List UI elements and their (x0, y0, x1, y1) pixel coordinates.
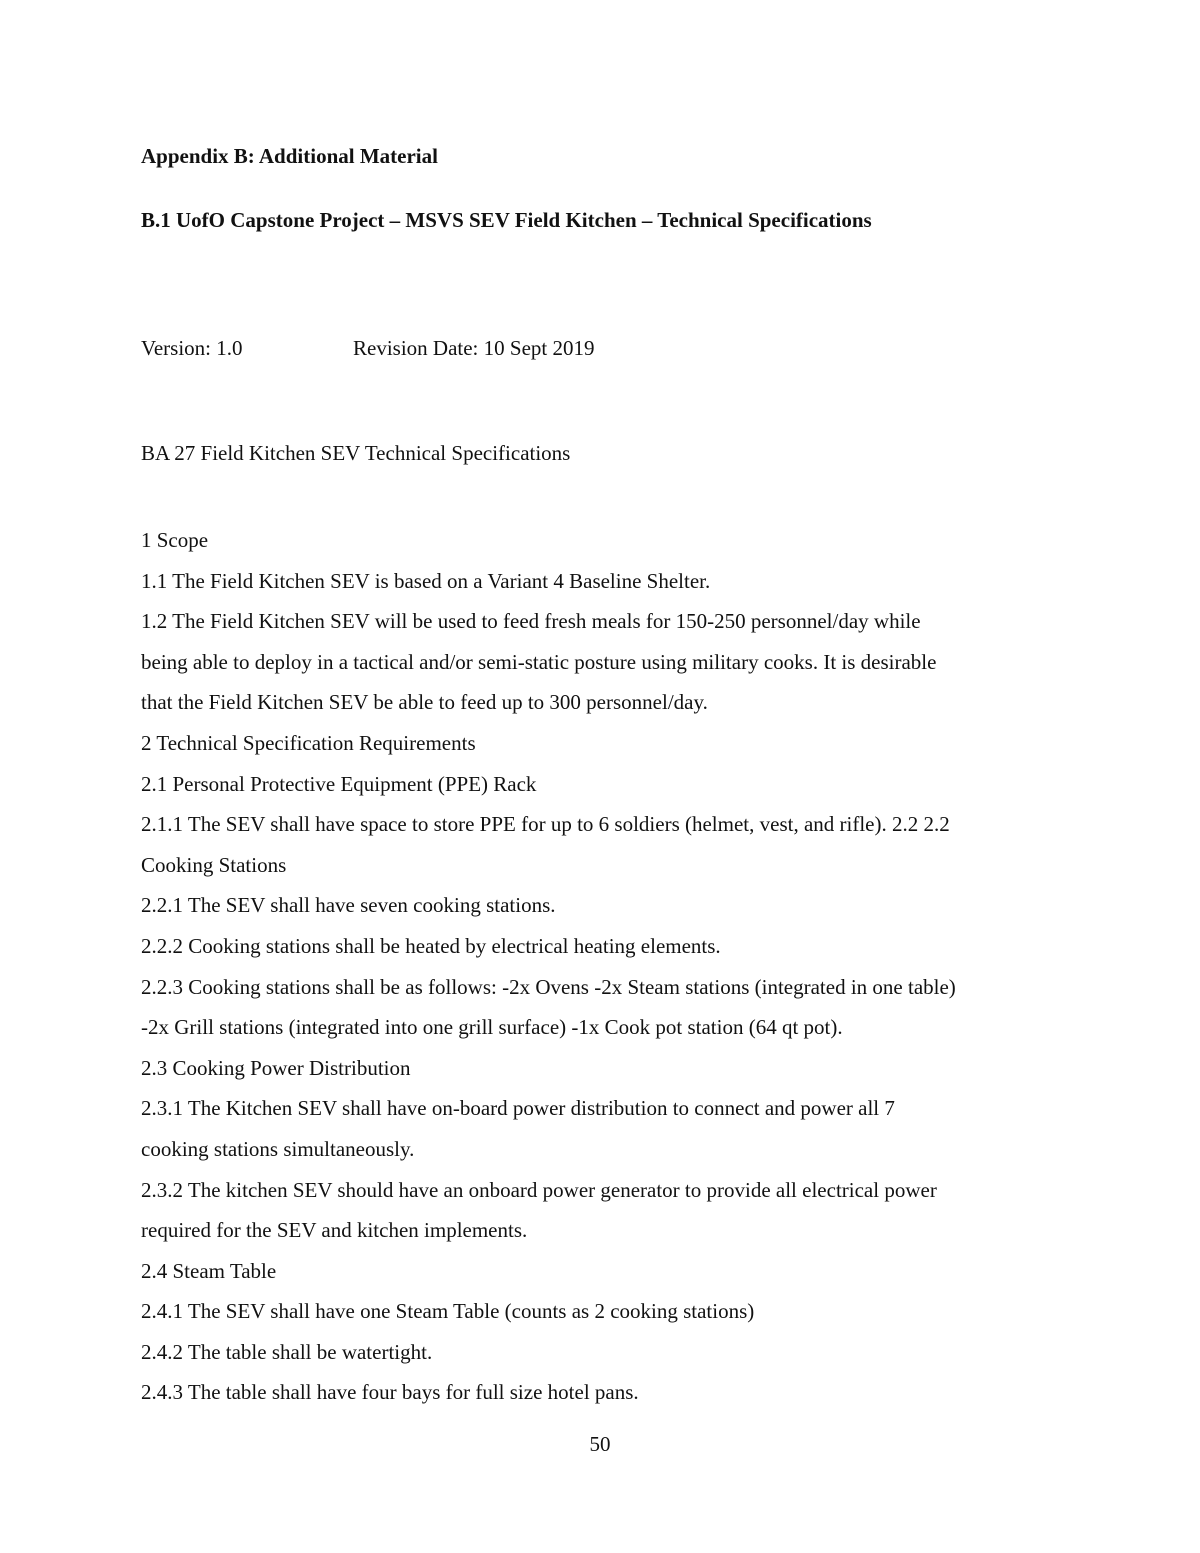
text-line: 2.4.2 The table shall be watertight. (141, 1339, 433, 1364)
appendix-heading: Appendix B: Additional Material (141, 144, 438, 168)
text-line: 2.3 Cooking Power Distribution (141, 1055, 411, 1080)
revision-date-text: Revision Date: 10 Sept 2019 (353, 336, 595, 360)
text-line: 2.4.3 The table shall have four bays for full size hotel pans. (141, 1380, 639, 1405)
version-line (141, 336, 595, 361)
text-line: 2.4 Steam Table (141, 1258, 277, 1283)
text-line: 2.1 Personal Protective Equipment (PPE) Rack (141, 771, 537, 796)
text-line: 1.2 The Field Kitchen SEV will be used to feed fresh meals for 150-250 personnel/day while (141, 609, 921, 634)
text-line: 2.1.1 The SEV shall have space to store PPE for up to 6 soldiers (helmet, vest, and rifle). 2.2 2.2 (141, 812, 950, 837)
text-line: cooking stations simultaneously. (141, 1136, 415, 1161)
text-line: 2.2.3 Cooking stations shall be as follows: -2x Ovens -2x Steam stations (integrated in one table) (141, 974, 956, 999)
text-line: being able to deploy in a tactical and/or semi-static posture using military cooks. It is desirable (141, 649, 937, 674)
section-heading: B.1 UofO Capstone Project – MSVS SEV Field Kitchen – Technical Specifications (141, 208, 872, 232)
body-text (141, 520, 1066, 1413)
text-line: 2.3.2 The kitchen SEV should have an onboard power generator to provide all electrical power (141, 1177, 937, 1202)
text-line: 2.4.1 The SEV shall have one Steam Table (counts as 2 cooking stations) (141, 1299, 755, 1324)
text-line: 1 Scope (141, 528, 209, 552)
page-number: 50 (589, 1432, 611, 1456)
text-line: 2.2.1 The SEV shall have seven cooking stations. (141, 893, 556, 918)
document-title: BA 27 Field Kitchen SEV Technical Specifications (141, 441, 571, 465)
version-text: Version: 1.0 (141, 336, 243, 360)
text-line: 2 Technical Specification Requirements (141, 730, 476, 755)
text-line: 2.3.1 The Kitchen SEV shall have on-board power distribution to connect and power all 7 (141, 1096, 895, 1121)
text-line: that the Field Kitchen SEV be able to feed up to 300 personnel/day. (141, 690, 708, 715)
text-line: 2.2.2 Cooking stations shall be heated by electrical heating elements. (141, 933, 721, 958)
text-line: -2x Grill stations (integrated into one grill surface) -1x Cook pot station (64 qt pot). (141, 1015, 843, 1040)
text-line: 1.1 The Field Kitchen SEV is based on a Variant 4 Baseline Shelter. (141, 568, 711, 593)
text-line: Cooking Stations (141, 852, 287, 877)
text-line: required for the SEV and kitchen implements. (141, 1218, 528, 1243)
